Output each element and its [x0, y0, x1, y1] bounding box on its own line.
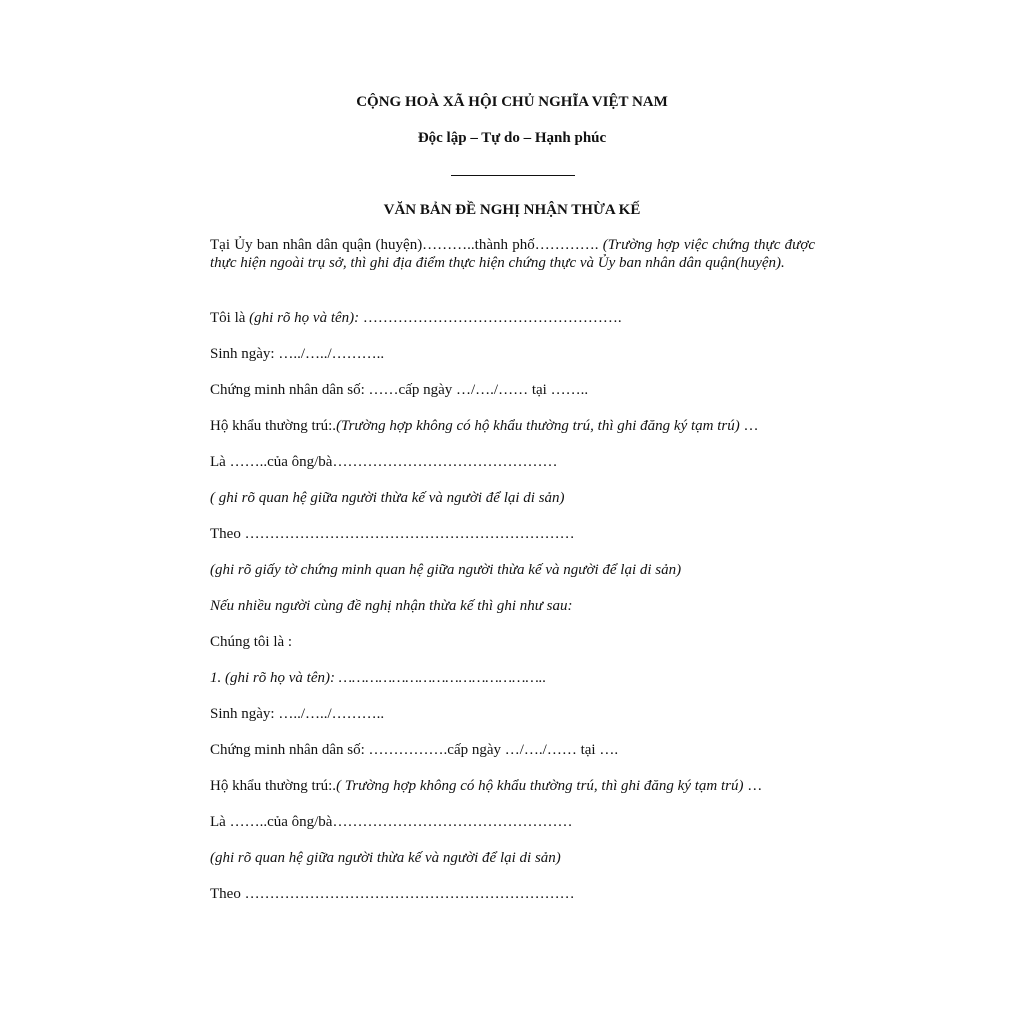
multiple-heirs-note: Nếu nhiều người cùng đề nghị nhận thừa kế thì ghi như sau: — [210, 598, 573, 614]
we-are-line: Chúng tôi là : — [210, 634, 293, 650]
relation-line: Là ……..của ông/bà……………………………………… — [210, 454, 558, 470]
according-line: Theo ………………………………………………………… — [210, 526, 575, 542]
residence-prefix: Hộ khẩu thường trú:. — [210, 418, 337, 434]
intro-text: Tại Ủy ban nhân dân quận (huyện)………..thành phố…………. — [210, 237, 603, 253]
person1-name-line: 1. (ghi rõ họ và tên): ……………………………………….. — [210, 670, 547, 686]
residence-suffix: … — [739, 418, 759, 434]
person1-residence-hint: ( Trường hợp không có hộ khẩu thường trú, thì ghi đăng ký tạm trú) — [336, 778, 744, 794]
person1-residence-prefix: Hộ khẩu thường trú:. — [210, 778, 337, 794]
residence-hint: (Trường hợp không có hộ khẩu thường trú, thì ghi đăng ký tạm trú) — [336, 418, 740, 434]
heading-divider — [451, 175, 575, 176]
residence-line — [210, 417, 759, 435]
relation-hint: ( ghi rõ quan hệ giữa người thừa kế và người để lại di sản) — [210, 490, 565, 506]
person1-relation-hint: (ghi rõ quan hệ giữa người thừa kế và người để lại di sản) — [210, 850, 561, 866]
name-hint: (ghi rõ họ và tên): — [249, 310, 360, 326]
document-title: VĂN BẢN ĐỀ NGHỊ NHẬN THỪA KẾ — [383, 202, 641, 218]
person1-id-card-line: Chứng minh nhân dân số: …………….cấp ngày …/…./…… tại …. — [210, 742, 619, 758]
person1-relation-line: Là ……..của ông/bà………………………………………… — [210, 814, 573, 830]
name-dots: ……………………………………………. — [359, 310, 622, 326]
person1-dob-line: Sinh ngày: …../…../……….. — [210, 706, 385, 722]
dob-line: Sinh ngày: …../…../……….. — [210, 346, 385, 362]
name-line — [210, 309, 622, 327]
id-card-line: Chứng minh nhân dân số: ……cấp ngày …/…./…… tại …….. — [210, 382, 589, 398]
name-prefix: Tôi là — [210, 310, 250, 326]
person1-residence-line — [210, 777, 762, 795]
person1-residence-suffix: … — [743, 778, 763, 794]
person1-according-line: Theo ………………………………………………………… — [210, 886, 575, 902]
motto-heading: Độc lập – Tự do – Hạnh phúc — [417, 130, 607, 146]
intro-paragraph — [210, 236, 815, 272]
intro-note: (Trường hợp việc chứng thực được thực hiện ngoài trụ sở, thì ghi địa điểm thực hiện chứng thực và Ủy ban nhân dân quận(huyện). — [210, 237, 815, 271]
nation-heading: CỘNG HOÀ XÃ HỘI CHỦ NGHĨA VIỆT NAM — [356, 94, 668, 110]
according-hint: (ghi rõ giấy tờ chứng minh quan hệ giữa người thừa kế và người để lại di sản) — [210, 562, 682, 578]
